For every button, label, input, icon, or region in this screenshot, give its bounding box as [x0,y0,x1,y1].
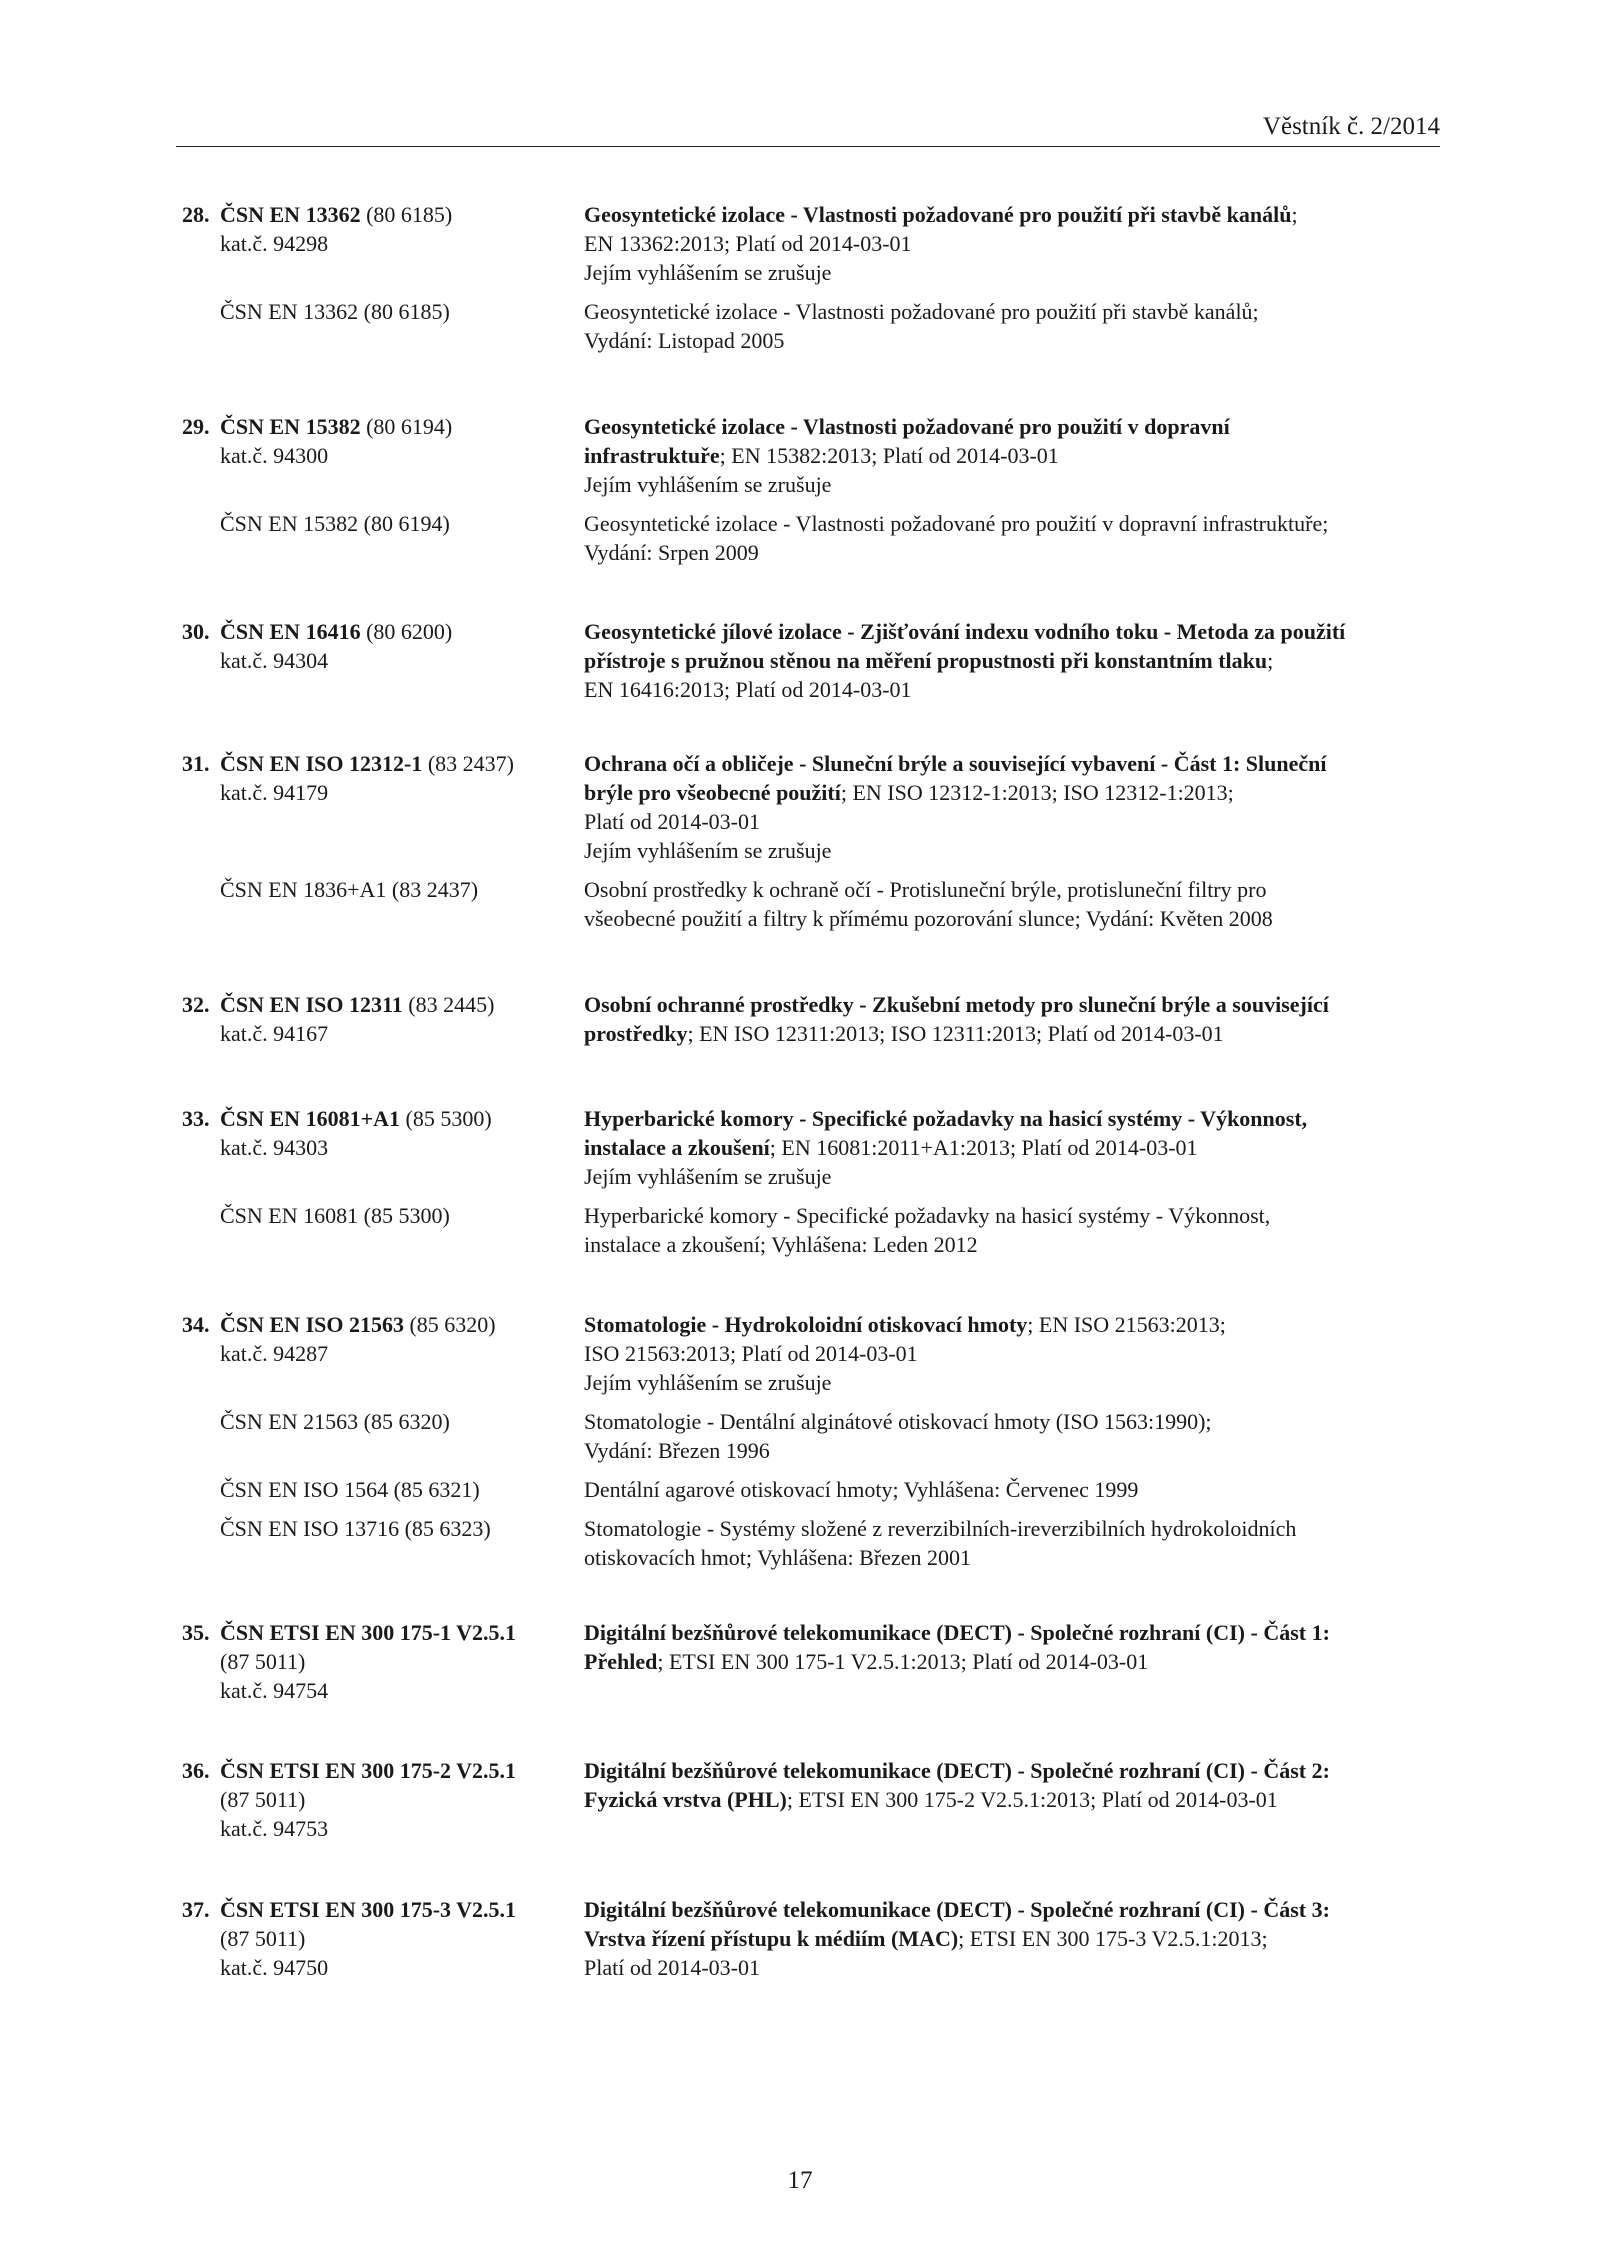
bold-text: ČSN ETSI EN 300 175-3 V2.5.1 [220,1897,517,1922]
standard-designation [220,1407,560,1436]
plain-text: kat.č. 94303 [220,1135,329,1160]
bold-text: Fyzická vrstva (PHL) [584,1787,787,1812]
standard-designation [220,1104,560,1162]
designation-line [220,1475,560,1504]
title-line [584,675,1444,704]
title-line [584,1310,1444,1339]
designation-line [220,1953,560,1982]
standard-designation [220,1618,560,1705]
standard-designation [220,412,560,470]
plain-text: ; [1267,648,1274,673]
plain-text: Vydání: Březen 1996 [584,1438,770,1463]
plain-text: Geosyntetické izolace - Vlastnosti požadované pro použití při stavbě kanálů; [584,299,1259,324]
plain-text: ; [1291,202,1298,227]
standard-title [584,875,1444,933]
title-line [584,617,1444,646]
entry-number: 33. [182,1106,210,1131]
bold-text: ČSN EN 13362 [220,202,361,227]
plain-text: (83 2437) [422,751,514,776]
plain-text: ČSN EN 16081 (85 5300) [220,1203,450,1228]
entry-number: 28. [182,202,210,227]
plain-text: ; EN ISO 12312-1:2013; ISO 12312-1:2013; [840,780,1234,805]
standard-title [584,1475,1444,1504]
designation-line [220,990,560,1019]
standard-title [584,1407,1444,1465]
bold-text: Digitální bezšňůrové telekomunikace (DECT) - Společné rozhraní (CI) - Část 2: [584,1758,1330,1783]
plain-text: ISO 21563:2013; Platí od 2014-03-01 [584,1341,918,1366]
plain-text: Vydání: Listopad 2005 [584,328,785,353]
title-line [584,412,1444,441]
bold-text: Geosyntetické jílové izolace - Zjišťování indexu vodního toku - Metoda za použití [584,619,1346,644]
entry-number: 37. [182,1897,210,1922]
designation-line [220,1310,560,1339]
title-line [584,1368,1444,1397]
title-line [584,297,1444,326]
bold-text: Digitální bezšňůrové telekomunikace (DECT) - Společné rozhraní (CI) - Část 1: [584,1620,1330,1645]
bold-text: Vrstva řízení přístupu k médiím (MAC) [584,1926,959,1951]
bold-text: ČSN EN 16416 [220,619,361,644]
title-line [584,229,1444,258]
bold-text: Digitální bezšňůrové telekomunikace (DECT) - Společné rozhraní (CI) - Část 3: [584,1897,1330,1922]
page-header-title: Věstník č. 2/2014 [1262,113,1440,140]
plain-text: Stomatologie - Dentální alginátové otiskovací hmoty (ISO 1563:1990); [584,1409,1212,1434]
bold-text: přístroje s pružnou stěnou na měření propustnosti při konstantním tlaku [584,648,1268,673]
entry-number: 34. [182,1312,210,1337]
bold-text: brýle pro všeobecné použití [584,780,841,805]
standard-title [584,1895,1444,1982]
designation-line [220,1785,560,1814]
plain-text: EN 13362:2013; Platí od 2014-03-01 [584,231,912,256]
entry-number: 36. [182,1758,210,1783]
title-line [584,1924,1444,1953]
title-line [584,749,1444,778]
plain-text: kat.č. 94298 [220,231,329,256]
standard-title [584,1310,1444,1397]
plain-text: Jejím vyhlášením se zrušuje [584,1370,832,1395]
plain-text: kat.č. 94179 [220,780,329,805]
designation-line [220,200,560,229]
entry-number: 30. [182,619,210,644]
plain-text: Hyperbarické komory - Specifické požadavky na hasicí systémy - Výkonnost, [584,1203,1271,1228]
plain-text: (80 6200) [360,619,453,644]
standard-designation [220,990,560,1048]
title-line [584,1618,1444,1647]
standard-title [584,509,1444,567]
standard-title [584,1514,1444,1572]
bold-text: prostředky [584,1021,688,1046]
plain-text: kat.č. 94754 [220,1678,329,1703]
plain-text: ČSN EN 1836+A1 (83 2437) [220,877,479,902]
bold-text: infrastruktuře [584,443,720,468]
designation-line [220,1133,560,1162]
plain-text: kat.č. 94750 [220,1955,329,1980]
plain-text: (85 5300) [400,1106,492,1131]
designation-line [220,1618,560,1647]
designation-line [220,412,560,441]
standard-title [584,1201,1444,1259]
plain-text: ČSN EN 13362 (80 6185) [220,299,450,324]
bold-text: Hyperbarické komory - Specifické požadavky na hasicí systémy - Výkonnost, [584,1106,1308,1131]
standard-title [584,1756,1444,1814]
entry-number: 29. [182,414,210,439]
title-line [584,470,1444,499]
plain-text: všeobecné použití a filtry k přímému pozorování slunce; Vydání: Květen 2008 [584,906,1273,931]
title-line [584,1647,1444,1676]
plain-text: Jejím vyhlášením se zrušuje [584,1164,832,1189]
title-line [584,1133,1444,1162]
designation-line [220,297,560,326]
standard-title [584,617,1444,704]
plain-text: kat.č. 94753 [220,1816,329,1841]
title-line [584,778,1444,807]
title-line [584,646,1444,675]
designation-line [220,1814,560,1843]
title-line [584,1543,1444,1572]
title-line [584,509,1444,538]
bold-text: Stomatologie - Hydrokoloidní otiskovací hmoty [584,1312,1028,1337]
designation-line [220,646,560,675]
designation-line [220,1201,560,1230]
title-line [584,1514,1444,1543]
standard-designation [220,1310,560,1368]
bold-text: ČSN EN 16081+A1 [220,1106,400,1131]
plain-text: kat.č. 94287 [220,1341,329,1366]
bold-text: ČSN ETSI EN 300 175-1 V2.5.1 [220,1620,517,1645]
entry-number: 32. [182,992,210,1017]
designation-line [220,441,560,470]
title-line [584,1019,1444,1048]
standard-title [584,990,1444,1048]
title-line [584,1230,1444,1259]
plain-text: Geosyntetické izolace - Vlastnosti požadované pro použití v dopravní infrastruktuře; [584,511,1329,536]
bold-text: Ochrana očí a obličeje - Sluneční brýle a související vybavení - Část 1: Sluneční [584,751,1327,776]
plain-text: (87 5011) [220,1649,306,1674]
plain-text: ; EN 15382:2013; Platí od 2014-03-01 [719,443,1059,468]
designation-line [220,1895,560,1924]
plain-text: ; ETSI EN 300 175-2 V2.5.1:2013; Platí od 2014-03-01 [786,1787,1278,1812]
plain-text: Jejím vyhlášením se zrušuje [584,260,832,285]
title-line [584,904,1444,933]
title-line [584,1162,1444,1191]
title-line [584,807,1444,836]
plain-text: instalace a zkoušení; Vyhlášena: Leden 2012 [584,1232,978,1257]
plain-text: ČSN EN ISO 1564 (85 6321) [220,1477,480,1502]
designation-line [220,229,560,258]
plain-text: kat.č. 94300 [220,443,329,468]
plain-text: ; ETSI EN 300 175-1 V2.5.1:2013; Platí od 2014-03-01 [657,1649,1149,1674]
bold-text: Osobní ochranné prostředky - Zkušební metody pro sluneční brýle a související [584,992,1329,1017]
standard-title [584,412,1444,499]
title-line [584,258,1444,287]
standard-designation [220,297,560,326]
plain-text: ČSN EN 21563 (85 6320) [220,1409,450,1434]
bold-text: Geosyntetické izolace - Vlastnosti požadované pro použití při stavbě kanálů [584,202,1292,227]
title-line [584,538,1444,567]
designation-line [220,509,560,538]
plain-text: Dentální agarové otiskovací hmoty; Vyhlášena: Červenec 1999 [584,1477,1139,1502]
designation-line [220,1514,560,1543]
plain-text: ; EN ISO 12311:2013; ISO 12311:2013; Platí od 2014-03-01 [687,1021,1224,1046]
title-line [584,875,1444,904]
title-line [584,1407,1444,1436]
title-line [584,1785,1444,1814]
title-line [584,1339,1444,1368]
bold-text: ČSN EN ISO 12312-1 [220,751,423,776]
title-line [584,1104,1444,1133]
title-line [584,836,1444,865]
title-line [584,200,1444,229]
designation-line [220,1407,560,1436]
plain-text: ČSN EN ISO 13716 (85 6323) [220,1516,491,1541]
title-line [584,326,1444,355]
designation-line [220,1104,560,1133]
designation-line [220,1019,560,1048]
plain-text: kat.č. 94304 [220,648,329,673]
standard-designation [220,1895,560,1982]
designation-line [220,1647,560,1676]
title-line [584,441,1444,470]
designation-line [220,1339,560,1368]
title-line [584,1201,1444,1230]
plain-text: (87 5011) [220,1787,306,1812]
plain-text: (85 6320) [403,1312,496,1337]
designation-line [220,1676,560,1705]
plain-text: ; EN ISO 21563:2013; [1027,1312,1226,1337]
designation-line [220,749,560,778]
bold-text: Přehled [584,1649,658,1674]
standard-designation [220,1201,560,1230]
plain-text: Platí od 2014-03-01 [584,1955,760,1980]
plain-text: (80 6194) [360,414,453,439]
plain-text: Vydání: Srpen 2009 [584,540,759,565]
bold-text: ČSN ETSI EN 300 175-2 V2.5.1 [220,1758,517,1783]
title-line [584,1436,1444,1465]
page-number: 17 [787,2167,813,2194]
plain-text: ČSN EN 15382 (80 6194) [220,511,450,536]
plain-text: Platí od 2014-03-01 [584,809,760,834]
standard-title [584,1104,1444,1191]
title-line [584,1895,1444,1924]
plain-text: ; ETSI EN 300 175-3 V2.5.1:2013; [958,1926,1268,1951]
standard-designation [220,1514,560,1543]
designation-line [220,778,560,807]
title-line [584,990,1444,1019]
plain-text: Osobní prostředky k ochraně očí - Protisluneční brýle, protisluneční filtry pro [584,877,1267,902]
title-line [584,1475,1444,1504]
plain-text: Jejím vyhlášením se zrušuje [584,838,832,863]
bold-text: ČSN EN ISO 21563 [220,1312,404,1337]
standard-title [584,749,1444,865]
title-line [584,1756,1444,1785]
standard-designation [220,1475,560,1504]
bold-text: ČSN EN ISO 12311 [220,992,403,1017]
plain-text: (80 6185) [360,202,453,227]
plain-text: kat.č. 94167 [220,1021,329,1046]
standard-designation [220,875,560,904]
designation-line [220,1756,560,1785]
bold-text: ČSN EN 15382 [220,414,361,439]
entry-number: 31. [182,751,210,776]
bold-text: Geosyntetické izolace - Vlastnosti požadované pro použití v dopravní [584,414,1230,439]
standard-designation [220,1756,560,1843]
bold-text: instalace a zkoušení [584,1135,770,1160]
standard-title [584,297,1444,355]
plain-text: (83 2445) [402,992,495,1017]
standard-title [584,200,1444,287]
plain-text: EN 16416:2013; Platí od 2014-03-01 [584,677,912,702]
designation-line [220,617,560,646]
plain-text: (87 5011) [220,1926,306,1951]
standard-designation [220,749,560,807]
standard-designation [220,200,560,258]
standard-designation [220,617,560,675]
designation-line [220,1924,560,1953]
entry-number: 35. [182,1620,210,1645]
designation-line [220,875,560,904]
standard-title [584,1618,1444,1676]
plain-text: otiskovacích hmot; Vyhlášena: Březen 2001 [584,1545,971,1570]
plain-text: Stomatologie - Systémy složené z reverzibilních-ireverzibilních hydrokoloidních [584,1516,1297,1541]
standard-designation [220,509,560,538]
title-line [584,1953,1444,1982]
plain-text: ; EN 16081:2011+A1:2013; Platí od 2014-03-01 [769,1135,1198,1160]
plain-text: Jejím vyhlášením se zrušuje [584,472,832,497]
